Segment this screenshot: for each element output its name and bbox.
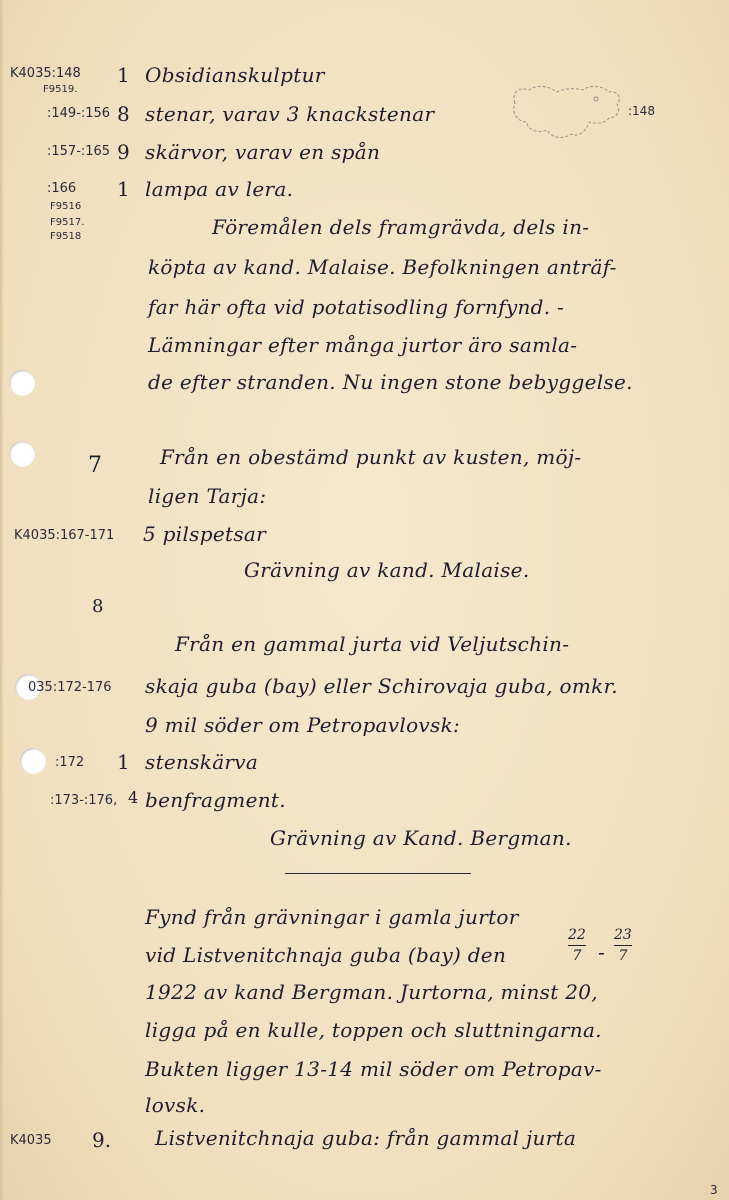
catalog-ref: :149-:156	[47, 106, 111, 121]
catalog-subref: F9516	[50, 201, 82, 212]
paragraph-line: köpta av kand. Malaise. Befolkningen anträf-	[148, 255, 617, 279]
catalog-ref: :172	[55, 755, 85, 770]
catalog-ref: 035:172-176	[28, 680, 112, 695]
obsidian-sculpture-sketch	[505, 78, 625, 148]
item-count: 4	[128, 788, 139, 807]
item-count: 1	[117, 63, 130, 87]
item-description: 5 pilspetsar	[143, 522, 266, 546]
paragraph-line: ligen Tarja:	[148, 484, 267, 508]
item-description: lampa av lera.	[145, 177, 294, 201]
paragraph-line: Listvenitchnaja guba: från gammal jurta	[155, 1126, 577, 1150]
paragraph-line: Från en obestämd punkt av kusten, möj-	[160, 445, 582, 469]
sketch-label: :148	[628, 104, 655, 118]
paragraph-line: 1922 av kand Bergman. Jurtorna, minst 20,	[145, 980, 598, 1004]
section-divider	[285, 873, 471, 874]
item-count: 1	[117, 177, 130, 201]
paragraph-line: ligga på en kulle, toppen och sluttningarna.	[145, 1018, 602, 1042]
item-description: stenar, varav 3 knackstenar	[145, 102, 435, 126]
date-day: 22	[568, 927, 586, 943]
paragraph-line: Lämningar efter många jurtor äro samla-	[148, 333, 578, 357]
date-month: 7	[614, 945, 632, 963]
item-description: Obsidianskulptur	[145, 63, 325, 87]
item-description: benfragment.	[145, 788, 286, 812]
date-day: 23	[614, 927, 632, 943]
page-edge	[0, 0, 4, 1200]
excavation-credit: Grävning av kand. Malaise.	[244, 558, 530, 582]
section-number: 7	[88, 453, 102, 478]
catalog-ref: K4035:167-171	[14, 528, 115, 543]
punch-hole	[9, 370, 35, 396]
catalog-ref: K4035:148	[10, 66, 81, 81]
paragraph-line: vid Listvenitchnaja guba (bay) den	[145, 943, 507, 967]
catalog-ref: :173-:176,	[50, 793, 118, 808]
item-count: 9	[117, 140, 130, 164]
date-fraction	[568, 928, 586, 963]
catalog-ref: :157-:165	[47, 144, 111, 159]
punch-hole	[9, 441, 35, 467]
item-description: stenskärva	[145, 750, 259, 774]
item-description: skärvor, varav en spån	[145, 140, 381, 164]
date-fraction	[614, 928, 632, 963]
paragraph-line: far här ofta vid potatisodling fornfynd. -	[148, 295, 565, 319]
paragraph-line: Från en gammal jurta vid Veljutschin-	[175, 632, 570, 656]
paragraph-line: lovsk.	[145, 1093, 206, 1117]
item-count: 1	[117, 750, 130, 774]
catalog-subref: F9519.	[43, 84, 78, 95]
item-count: 8	[117, 102, 130, 126]
paragraph-line: Bukten ligger 13-14 mil söder om Petropav-	[145, 1057, 602, 1081]
paragraph-line: 9 mil söder om Petropavlovsk:	[145, 713, 461, 737]
section-number: 8	[92, 596, 104, 617]
catalog-ref: K4035	[10, 1133, 52, 1148]
paragraph-line: Fynd från grävningar i gamla jurtor	[145, 905, 519, 929]
catalog-subref: F9517.	[50, 217, 85, 228]
paragraph-line: Föremålen dels framgrävda, dels in-	[212, 215, 590, 239]
date-month: 7	[568, 945, 586, 963]
paragraph-line: de efter stranden. Nu ingen stone bebyggelse.	[148, 370, 633, 394]
date-dash: -	[598, 940, 606, 964]
catalog-subref: F9518	[50, 231, 82, 242]
page-number: 3	[710, 1183, 718, 1197]
catalog-ref: :166	[47, 181, 77, 196]
paragraph-line: skaja guba (bay) eller Schirovaja guba, omkr.	[145, 674, 618, 698]
punch-hole	[20, 748, 46, 774]
section-number: 9.	[92, 1128, 112, 1152]
excavation-credit: Grävning av Kand. Bergman.	[270, 826, 572, 850]
